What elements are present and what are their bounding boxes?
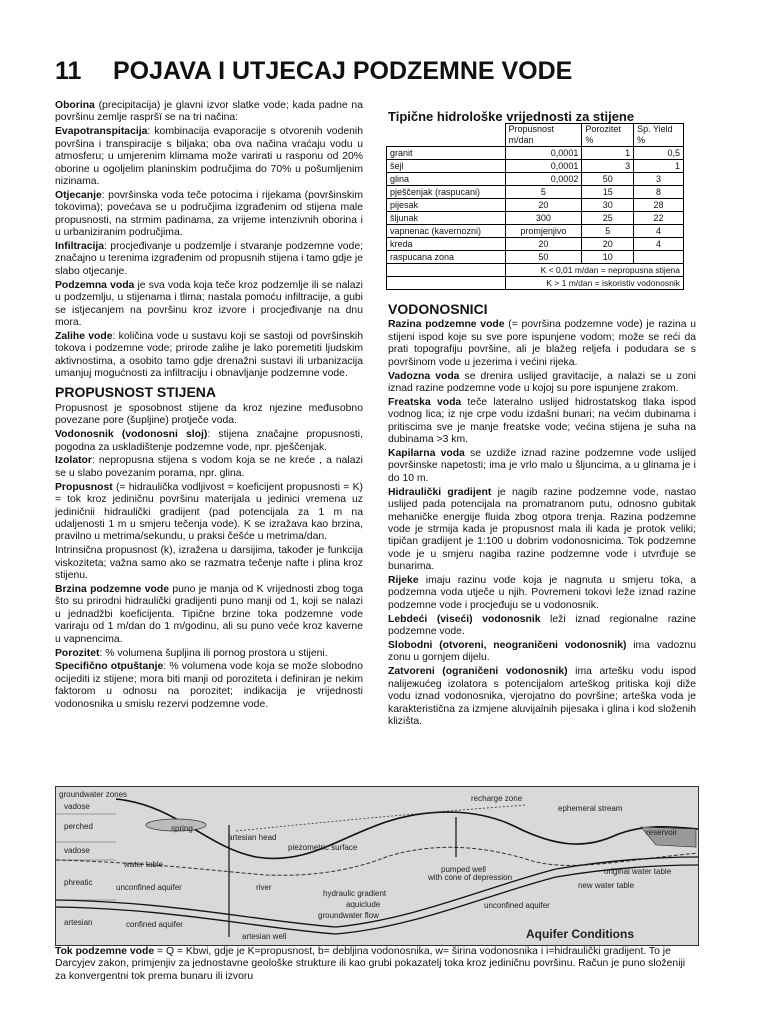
- footer-paragraph: [55, 946, 697, 983]
- diagram-label: ephemeral stream: [558, 804, 623, 813]
- diagram-label: aquiclude: [346, 900, 381, 909]
- right-column: [388, 303, 696, 730]
- paragraph-vadozna: Vadozna voda se drenira uslijed gravitacije, a nalazi se u zoni iznad razine podzemne vode u kojoj su pore ispunjene zrakom.: [388, 370, 696, 394]
- paragraph-brzina: Brzina podzemne vode puno je manja od K vrijednosti zbog toga što su prirodni hidraulički gradijenti puno manji od 1, koji se nalazi u jednadžbi koeficijenta. Tipične brzine toka podzemne vode variraju od 1 m/dan do 1 m/godinu, ali su puno veće kroz kaverne u vapnencima.: [55, 584, 363, 645]
- chapter-title: POJAVA I UTJECAJ PODZEMNE VODE: [113, 57, 573, 85]
- diagram-label: piezometric surface: [288, 843, 358, 852]
- diagram-label: unconfined aquifer: [484, 901, 550, 910]
- table-row: kreda 20 20 4: [387, 238, 684, 251]
- table-note: K < 0,01 m/dan = nepropusna stijena: [505, 264, 684, 277]
- table-note-row: [387, 264, 684, 277]
- table-row: raspucana zona 50 10: [387, 251, 684, 264]
- diagram-label: groundwater flow: [318, 911, 379, 920]
- diagram-label: recharge zone: [471, 794, 523, 803]
- diagram-label: original water table: [604, 867, 672, 876]
- column-header: Propusnost m/dan: [505, 124, 582, 147]
- paragraph-porozitet: Porozitet: % volumena šupljina ili pornog prostora u stijeni.: [55, 647, 328, 659]
- paragraph-razina: Razina podzemne vode (= površina podzemne vode) je razina u stijeni ispod koje su sve pore ispunjene vodom; može se reći da prati topografiju površine, ali je blažeg reljefa i podudara se s površinom vode u jezerima i većini rijeka.: [388, 319, 696, 368]
- diagram-label: unconfined aquifer: [116, 883, 182, 892]
- paragraph-gradijent: Hidraulički gradijent je nagib razine podzemne vode, nastao uslijed pada potencijala na promatranom putu, odnosno gubitak mehaničke energije fluida zbog otpora trenja. Razina podzemne vode je strmija kada je propusnost mala ili kada je protok veliki; tipičan gradijent je 1:100 u dobrim vodonosnicima. Tok podzemne vode je u smjeru nagiba razine podzemne vode i utvrđuje se bunarima.: [388, 486, 696, 573]
- hydrology-table: [386, 123, 684, 290]
- paragraph-vodonosnik: Vodonosnik (vodonosni sloj): stijena značajne propusnosti, pogodna za uskladištenje podzemne vode, npr. pješčenjak.: [55, 429, 363, 453]
- aquifer-diagram-svg: [56, 787, 698, 945]
- diagram-label: confined aquifer: [126, 920, 183, 929]
- paragraph-intrinsicna: Intrinsična propusnost (k), izražena u darsijima, također je funkcija viskoziteta; važna samo ako se razmatra tečenje nafte i plina kroz stijenu.: [55, 545, 363, 582]
- paragraph-freatska: Freatska voda teče lateralno uslijed hidrostatskog tlaka ispod vodnog lica; iz nje crpe vodu izdašni bunari; na većim dubinama i pritiscima sve je manje freatske vode; većina stijena je suha na dubinama >3 km.: [388, 396, 696, 446]
- table-row: pješčenjak (raspucani) 5 15 8: [387, 186, 684, 199]
- diagram-label: reservoir: [646, 828, 678, 837]
- table-row: pijesak 20 30 28: [387, 199, 684, 212]
- paragraph-izolator: Izolator: nepropusna stijena s vodom koja se ne kreće , a nalazi se u slabo povezanim porama, npr. glina.: [55, 455, 363, 479]
- paragraph-propusnost-intro: Propusnost je sposobnost stijene da kroz njezine međusobno povezane pore (šupljine) protječe voda.: [55, 402, 363, 427]
- zone-label: vadose: [64, 846, 90, 855]
- paragraph-rijeke: Rijeke imaju razinu vode koja je nagnuta u smjeru toka, a podzemna voda utječe u njih. Povremeni tokovi leže iznad razine podzemne vode i procjeđuju se u vodonosnik.: [388, 575, 696, 611]
- footer-text: = Q = Kbwi, gdje je K=propusnost, b= debljina vodonosnika, w= širina vodonosnika i i=hidraulički gradijent. To je Darcyjev zakon, primjenjiv za jednostavne geološke strukture ili kao grubi pokazatelj toka kroz jediničnu površinu. Račun je puno složeniji za konvergentni tok prema bunaru ili izvoru: [55, 946, 686, 982]
- paragraph-lebdeci: Lebdeći (viseći) vodonosnik leži iznad regionalne razine podzemne vode.: [388, 613, 696, 638]
- diagram-label: hydraulic gradient: [323, 889, 387, 898]
- table-row: šejl 0,0001 3 1: [387, 160, 684, 173]
- diagram-label: artesian well: [242, 932, 287, 941]
- section-heading-propusnost: PROPUSNOST STIJENA: [55, 384, 217, 401]
- table-row: vapnenac (kavernozni) promjenjivo 5 4: [387, 225, 684, 238]
- paragraph-podzemna-voda: Podzemna voda je sva voda koja teče kroz podzemlje ili se nalazi u podzemlju, u stijenama i tlima; nastala pomoću infiltracije, a gubi se istjecanjem na površinu kroz izvore i procjeđivanje na dnu mora.: [55, 279, 363, 328]
- table-header-row: [387, 124, 684, 147]
- table-row: granit 0,0001 1 0,5: [387, 147, 684, 160]
- left-column: [55, 100, 363, 713]
- zone-label: vadose: [64, 802, 90, 811]
- zone-label: perched: [64, 822, 93, 831]
- paragraph-zalihe-vode: Zalihe vode: količina vode u sustavu koji se sastoji od površinskih tokova i podzemne vode; prirode zalihe je lako poremetiti ljudskim aktivnostima, a osobito tamo gdje drenažni sustavi ili urbanizacija umanjuj mogućnosti za infiltraciju i obnavljanje podzemne vode.: [55, 330, 363, 380]
- diagram-label: artesian head: [228, 833, 277, 842]
- paragraph-zatvoreni: Zatvoreni (ograničeni vodonosnik) ima artešku vodu ispod nalijежućeg izolatora s potencijalom arteškog pritiska koji diže vodu iznad vodonosnika, vjerojatno do površine; arteška voda je karakteristična za izmjene aluvijalnih pijesaka i glina i kod složenih klizišta.: [388, 666, 696, 727]
- paragraph-kapilarna: Kapilarna voda se uzdiže iznad razine podzemne vode uslijed površinske napetosti; ima je vrlo malo u šljuncima, a u glinama je i do 10 m.: [388, 447, 696, 484]
- chapter-number: 11: [55, 57, 82, 85]
- diagram-label: water table: [124, 860, 164, 869]
- paragraph-oborina: Oborina (precipitacija) je glavni izvor slatke vode; kada padne na površinu zemlje raspršï se na tri načina:: [55, 100, 363, 124]
- paragraph-specificno: Specifično otpuštanje: % volumena vode koja se može slobodno ocijediti iz stijene; mora biti manji od poroziteta i definiran je nekim faktorom u odnosu na porozitet; indikacija je vrijednosti vodonosnika u smislu rezervi podzemne vode.: [55, 661, 363, 710]
- table-title: Tipične hidrološke vrijednosti za stijene: [388, 109, 635, 124]
- diagram-label: river: [256, 883, 272, 892]
- paragraph-infiltracija: Infiltracija: procjeđivanje u podzemlje i stvaranje podzemne vode; značajno u terenima izgrađenim od propusnih stijena i tamo gdje je slabo otjecanje.: [55, 240, 363, 277]
- paragraph-otjecanje: Otjecanje: površinska voda teče potocima i rijekama (površinskim tokovima); povećava se u područjima izgrađenim od stijena male propusnosti, na strmim padinama, za vrijeme intenzivnih oborina i u urbaniziranim područjima.: [55, 189, 363, 239]
- diagram-label: spring: [171, 824, 193, 833]
- section-heading-vodonosnici: VODONOSNICI: [388, 301, 488, 317]
- footer-term: Tok podzemne vode: [55, 946, 155, 957]
- table-row: šljunak 300 25 22: [387, 212, 684, 225]
- table-row: glina 0,0002 50 3: [387, 173, 684, 186]
- zone-label: phreatic: [64, 878, 93, 887]
- diagram-label: new water table: [578, 881, 635, 890]
- diagram-label: pumped well: [441, 865, 486, 874]
- diagram-label: with cone of depression: [428, 873, 513, 882]
- zone-label: artesian: [64, 918, 93, 927]
- table-note-row: [387, 277, 684, 290]
- column-header: Porozitet %: [582, 124, 634, 147]
- table-note: K > 1 m/dan = iskoristiv vodonosnik: [505, 277, 684, 290]
- zone-label: groundwater zones: [59, 790, 128, 799]
- aquifer-diagram: [55, 786, 699, 946]
- paragraph-propusnost-k: Propusnost (= hidraulička vodljivost = koeficijent propusnosti = K) = tok kroz jediničnu površinu materijala u jedinici vremena uz jediničnii hidraulički gradijent (pad potencijala za 1 m na udaljenosti 1 m u smjeru tečenja vode). K se izražava kao brzina, pravilno u metrima/sekundu, u praksi češće u metrima/dan.: [55, 481, 363, 543]
- paragraph-slobodni: Slobodni (otvoreni, neograničeni vodonosnik) ima vadoznu zonu u gornjem dijelu.: [388, 640, 696, 664]
- column-header: Sp. Yield %: [634, 124, 684, 147]
- page-title: [55, 57, 572, 86]
- diagram-caption: Aquifer Conditions: [526, 927, 634, 941]
- paragraph-evapotranspiracija: Evapotranspitacija: kombinacija evaporacije s otvorenih vodenih površina i transpiracije s biljaka; oba ova načina vraćaju vodu u atmosferu; u umjerenim klimama može varirati u rasponu od 20% oborine u ogoljelim planinskim područjima do 70% u pošumljenim nizinama.: [55, 126, 363, 187]
